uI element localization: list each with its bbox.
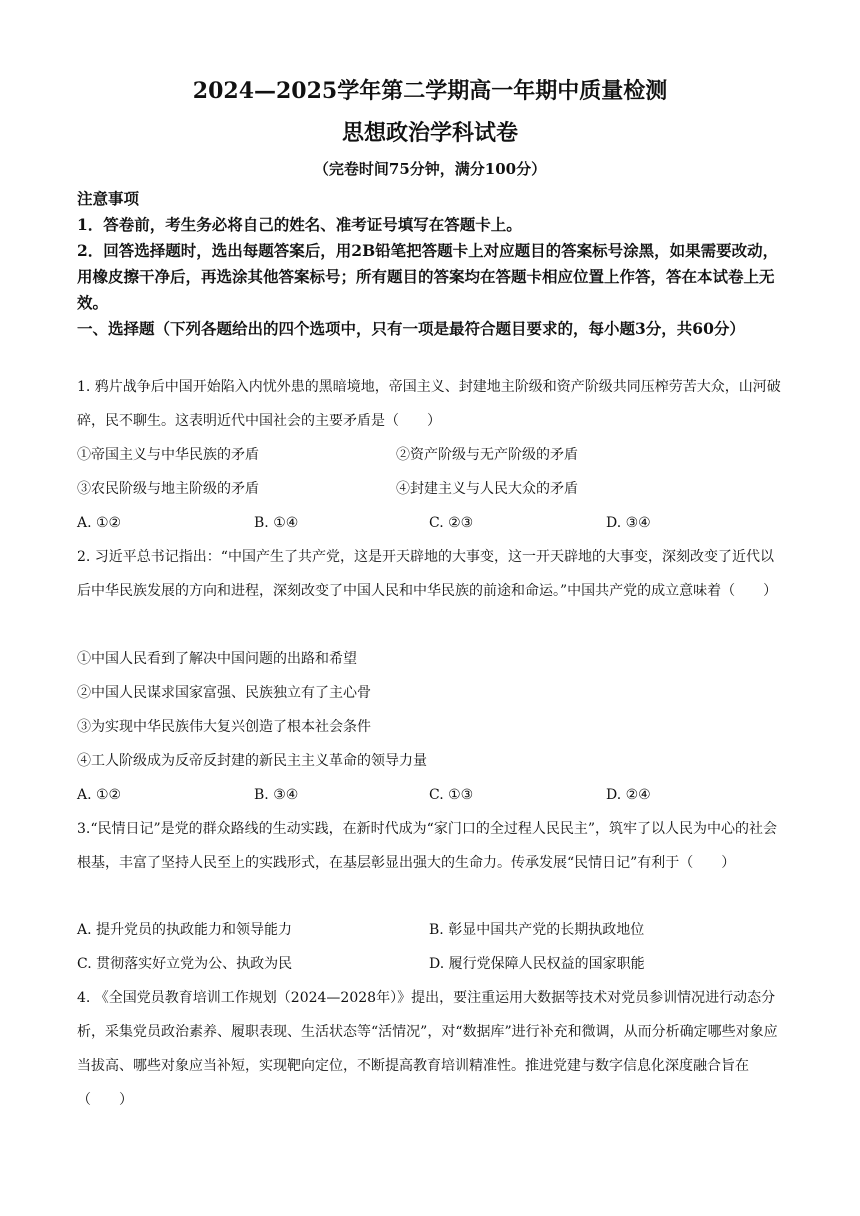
q1-statement-3: ③农民阶级与地主阶级的矛盾 bbox=[77, 481, 259, 497]
q3-option-b[interactable]: B. 彰显中国共产党的长期执政地位 bbox=[429, 922, 645, 938]
notice-item-2: 2．回答选择题时，选出每题答案后，用2B铅笔把答题卡上对应题目的答案标号涂黑，如果需要改动，用橡皮擦干净后，再选涂其他答案标号；所有题目的答案均在答题卡相应位置上作答，答在本试卷上无效。 bbox=[77, 241, 779, 312]
q1-option-a[interactable]: A. ①② bbox=[77, 515, 122, 531]
q2-option-c[interactable]: C. ①③ bbox=[429, 787, 474, 803]
q2-option-b[interactable]: B. ③④ bbox=[254, 787, 299, 803]
exam-info: （完卷时间75分钟，满分100分） bbox=[313, 160, 547, 178]
q2-statement-1: ①中国人民看到了解决中国问题的出路和希望 bbox=[77, 651, 357, 667]
q1-statement-4: ④封建主义与人民大众的矛盾 bbox=[396, 481, 578, 497]
q2-statement-3: ③为实现中华民族伟大复兴创造了根本社会条件 bbox=[77, 719, 371, 735]
exam-title: 2024—2025学年第二学期高一年期中质量检测 bbox=[192, 78, 668, 104]
notice-item-1: 1．答卷前，考生务必将自己的姓名、准考证号填写在答题卡上。 bbox=[77, 215, 522, 234]
q2-option-a[interactable]: A. ①② bbox=[77, 787, 122, 803]
q1-statement-1: ①帝国主义与中华民族的矛盾 bbox=[77, 447, 259, 463]
q3-option-c[interactable]: C. 贯彻落实好立党为公、执政为民 bbox=[77, 956, 293, 972]
question-2-stem: 2. 习近平总书记指出：“中国产生了共产党，这是开天辟地的大事变，这一开天辟地的大事变，深刻改变了近代以后中华民族发展的方向和进程，深刻改变了中国人民和中华民族的前途和命运。”中国共产党的成立意味着（ ） bbox=[77, 549, 778, 599]
q1-option-d[interactable]: D. ③④ bbox=[606, 515, 651, 531]
section-heading: 一、选择题（下列各题给出的四个选项中，只有一项是最符合题目要求的，每小题3分，共60分） bbox=[77, 319, 745, 338]
q2-statement-4: ④工人阶级成为反帝反封建的新民主主义革命的领导力量 bbox=[77, 753, 427, 769]
notice-heading: 注意事项 bbox=[77, 189, 140, 208]
q1-option-b[interactable]: B. ①④ bbox=[254, 515, 299, 531]
q2-option-d[interactable]: D. ②④ bbox=[606, 787, 651, 803]
question-1-stem: 1. 鸦片战争后中国开始陷入内忧外患的黑暗境地，帝国主义、封建地主阶级和资产阶级共同压榨劳苦大众，山河破碎，民不聊生。这表明近代中国社会的主要矛盾是（ ） bbox=[77, 379, 781, 429]
q1-statement-2: ②资产阶级与无产阶级的矛盾 bbox=[396, 447, 578, 463]
question-4-stem: 4. 《全国党员教育培训工作规划（2024—2028年）》提出，要注重运用大数据等技术对党员参训情况进行动态分析，采集党员政治素养、履职表现、生活状态等“活情况”，对“数据库”进行补充和微调，从而分析确定哪些对象应当拔高、哪些对象应当补短，实现靶向定位，不断提高教育培训精准性。推进党建与数字信息化深度融合旨在（ ） bbox=[77, 990, 778, 1108]
q1-option-c[interactable]: C. ②③ bbox=[429, 515, 474, 531]
q3-option-d[interactable]: D. 履行党保障人民权益的国家职能 bbox=[429, 956, 645, 972]
q2-statement-2: ②中国人民谋求国家富强、民族独立有了主心骨 bbox=[77, 685, 371, 701]
exam-subject: 思想政治学科试卷 bbox=[341, 120, 518, 146]
q3-option-a[interactable]: A. 提升党员的执政能力和领导能力 bbox=[77, 922, 293, 938]
question-3-stem: 3.“民情日记”是党的群众路线的生动实践，在新时代成为“家门口的全过程人民民主”，筑牢了以人民为中心的社会根基，丰富了坚持人民至上的实践形式，在基层彰显出强大的生命力。传承发展“民情日记”有利于（ ） bbox=[77, 821, 777, 871]
